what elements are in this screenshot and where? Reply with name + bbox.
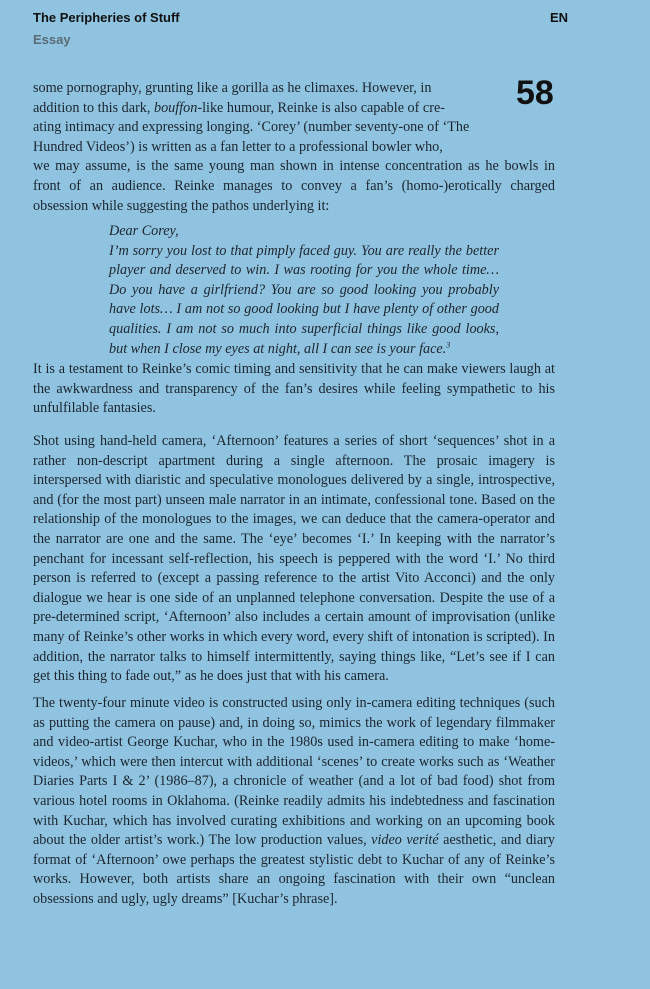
running-title: The Peripheries of Stuff: [33, 10, 180, 25]
quote-text: I’m sorry you lost to that pimply faced guy. You are really the better player and deserved to win. I was rooting for you the whole time… Do you have a girlfriend? You are so good looking you probably have lots… I am not so good looking but I have plenty of other good qualities. I am not so much into superficial things like good looks, but when I close my eyes at night, all I can see is your face.: [109, 242, 499, 357]
emphasis: bouffon: [153, 99, 198, 116]
text-line: [33, 99, 503, 119]
text-line: ating intimacy and expressing longing. ‘Corey’ (number seventy-one of ‘The: [33, 119, 470, 136]
block-quote: [109, 222, 499, 359]
language-label: EN: [549, 10, 568, 25]
quote-salutation: Dear Corey,: [109, 223, 179, 239]
paragraph-2: It is a testament to Reinke’s comic timing and sensitivity that he can make viewers laugh at the awkwardness and transparency of the fan’s desires while feeling sympathetic to his unfulfilable fantasies.: [33, 361, 555, 417]
text-run: we may assume, is the same young man shown in intense concentration as he bowls in front of an audience. Reinke manages to convey a fan’s (homo-)erotically charged obsession while suggesting the pathos underlying it:: [33, 158, 555, 214]
text-run: addition to this dark,: [33, 99, 154, 116]
text-run: -like humour, Reinke is also capable of cre-: [197, 99, 445, 116]
text-line: Hundred Videos’) is written as a fan letter to a professional bowler who,: [33, 138, 443, 155]
text-run: aesthetic, and diary format of ‘Afternoon’ owe perhaps the greatest stylistic debt to Kuchar of any of Reinke’s works. However, both artists share an ongoing fascination with their own “unclean obsessions and ugly, ugly dreams” [Kuchar’s phrase].: [33, 832, 555, 907]
emphasis: video verité: [371, 832, 439, 849]
page-number: 58: [516, 74, 554, 112]
text-run: The twenty-four minute video is constructed using only in-camera editing techniques (such as putting the camera on pause) and, in doing so, mimics the work of legendary filmmaker and video-artist George Kuchar, who in the 1980s used in-camera editing to make ‘home-videos,’ which were then intercut with additional ‘scenes’ to create works such as ‘Weather Diaries Parts I & 2’ (1986–87), a chronicle of weather (and a lot of bad food) shot from various hotel rooms in Oklahoma. (Reinke readily admits his indebtedness and fascination with Kuchar, which has involved curating exhibitions and working on an upcoming book about the older artist’s work.) The low production values,: [33, 695, 555, 849]
section-label: Essay: [33, 32, 71, 47]
footnote-marker: 3: [446, 339, 451, 349]
paragraph-1: [33, 79, 555, 216]
paragraph-4: [33, 694, 555, 910]
text-line: some pornography, grunting like a gorilla as he climaxes. However, in: [33, 80, 432, 96]
paragraph-3: Shot using hand-held camera, ‘Afternoon’ features a series of short ‘sequences’ shot in a rather non-descript apartment during a single afternoon. The prosaic imagery is interspersed with diaristic and speculative monologues delivered by a single, introspective, and (for the most part) unseen male narrator in an intimate, confessional tone. Based on the relationship of the monologues to the images, we can deduce that the camera-operator and the narrator are one and the same. The ‘eye’ becomes ‘I.’ In keeping with the narrator’s penchant for incessant self-reflection, his speech is peppered with the word ‘I.’ No third person is referred to (except a passing reference to the artist Vito Acconci) and the only dialogue we hear is one side of an unplanned telephone conversation. Despite the use of a pre-determined script, ‘Afternoon’ also includes a certain amount of improvisation (unlike many of Reinke’s other works in which every word, every shift of intonation is scripted). In addition, the narrator talks to himself intermittently, saying things like, “Let’s see if I can get this thing to fade out,” as he does just that with his camera.: [33, 433, 555, 685]
